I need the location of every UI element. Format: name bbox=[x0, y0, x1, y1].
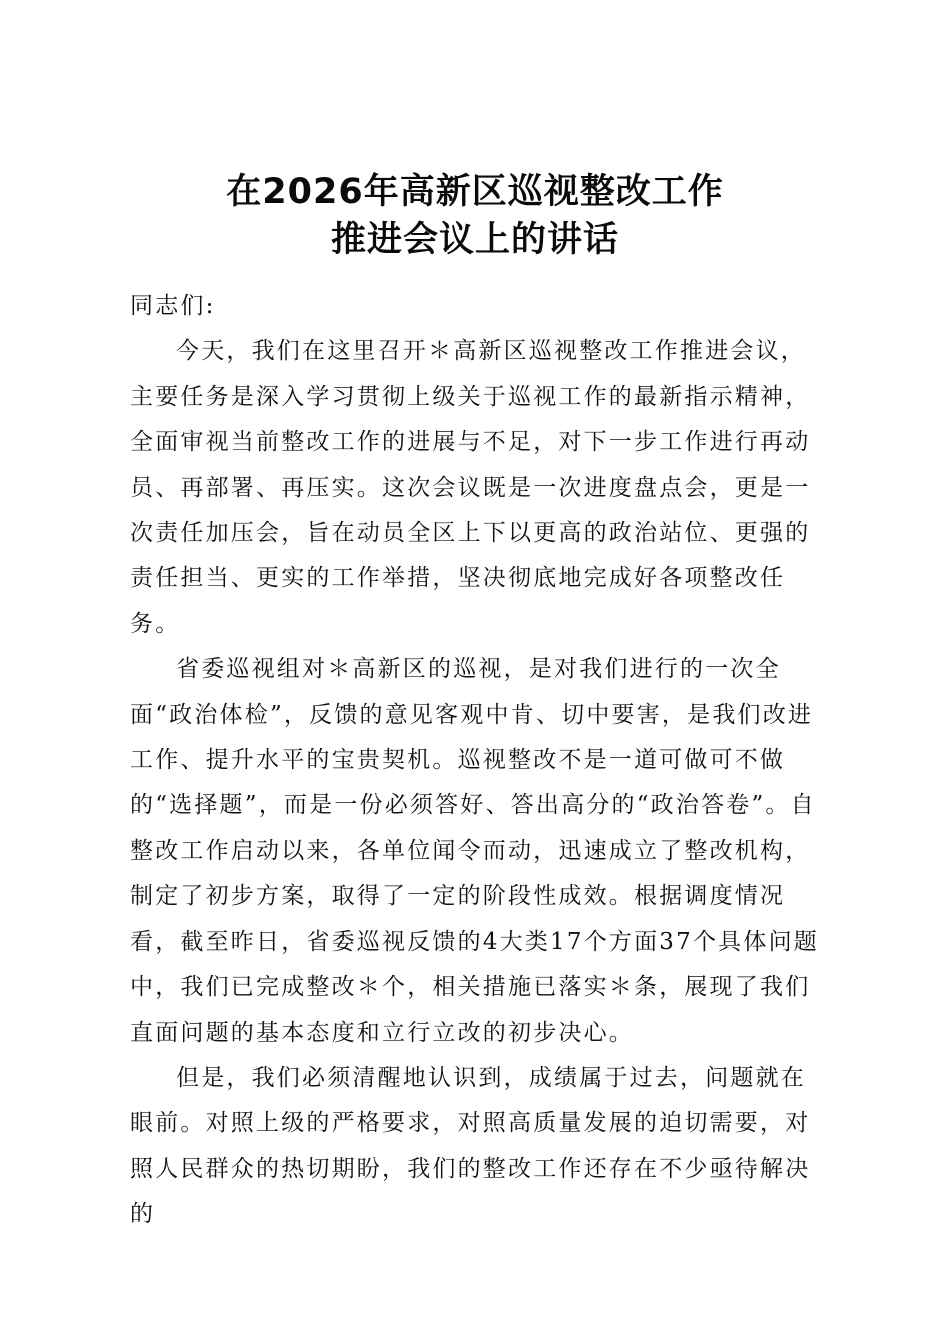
paragraph-3: 但是，我们必须清醒地认识到，成绩属于过去，问题就在眼前。对照上级的严格要求，对照高质量发展的迫切需要，对照人民群众的热切期盼，我们的整改工作还存在不少亟待解决的 bbox=[130, 1064, 811, 1228]
salutation: 同志们: bbox=[130, 293, 216, 319]
title-line-1: 在2026年高新区巡视整改工作 bbox=[226, 172, 724, 212]
paragraph-1: 今天，我们在这里召开＊高新区巡视整改工作推进会议，主要任务是深入学习贯彻上级关于巡视工作的最新指示精神，全面审视当前整改工作的进展与不足，对下一步工作进行再动员、再部署、再压实。这次会议既是一次进度盘点会，更是一次责任加压会，旨在动员全区上下以更高的政治站位、更强的责任担当、更实的工作举措，坚决彻底地完成好各项整改任务。 bbox=[130, 338, 811, 637]
paragraph-2: 省委巡视组对＊高新区的巡视，是对我们进行的一次全面“政治体检”，反馈的意见客观中肯、切中要害，是我们改进工作、提升水平的宝贵契机。巡视整改不是一道可做可不做的“选择题”，而是一份必须答好、答出高分的“政治答卷”。自整改工作启动以来，各单位闻令而动，迅速成立了整改机构，制定了初步方案，取得了一定的阶段性成效。根据调度情况看，截至昨日，省委巡视反馈的4大类17个方面37个具体问题中，我们已完成整改＊个，相关措施已落实＊条，展现了我们直面问题的基本态度和立行立改的初步决心。 bbox=[130, 656, 819, 1046]
speech-body bbox=[130, 284, 830, 1238]
speech-title bbox=[0, 168, 950, 264]
title-line-2: 推进会议上的讲话 bbox=[330, 220, 619, 260]
